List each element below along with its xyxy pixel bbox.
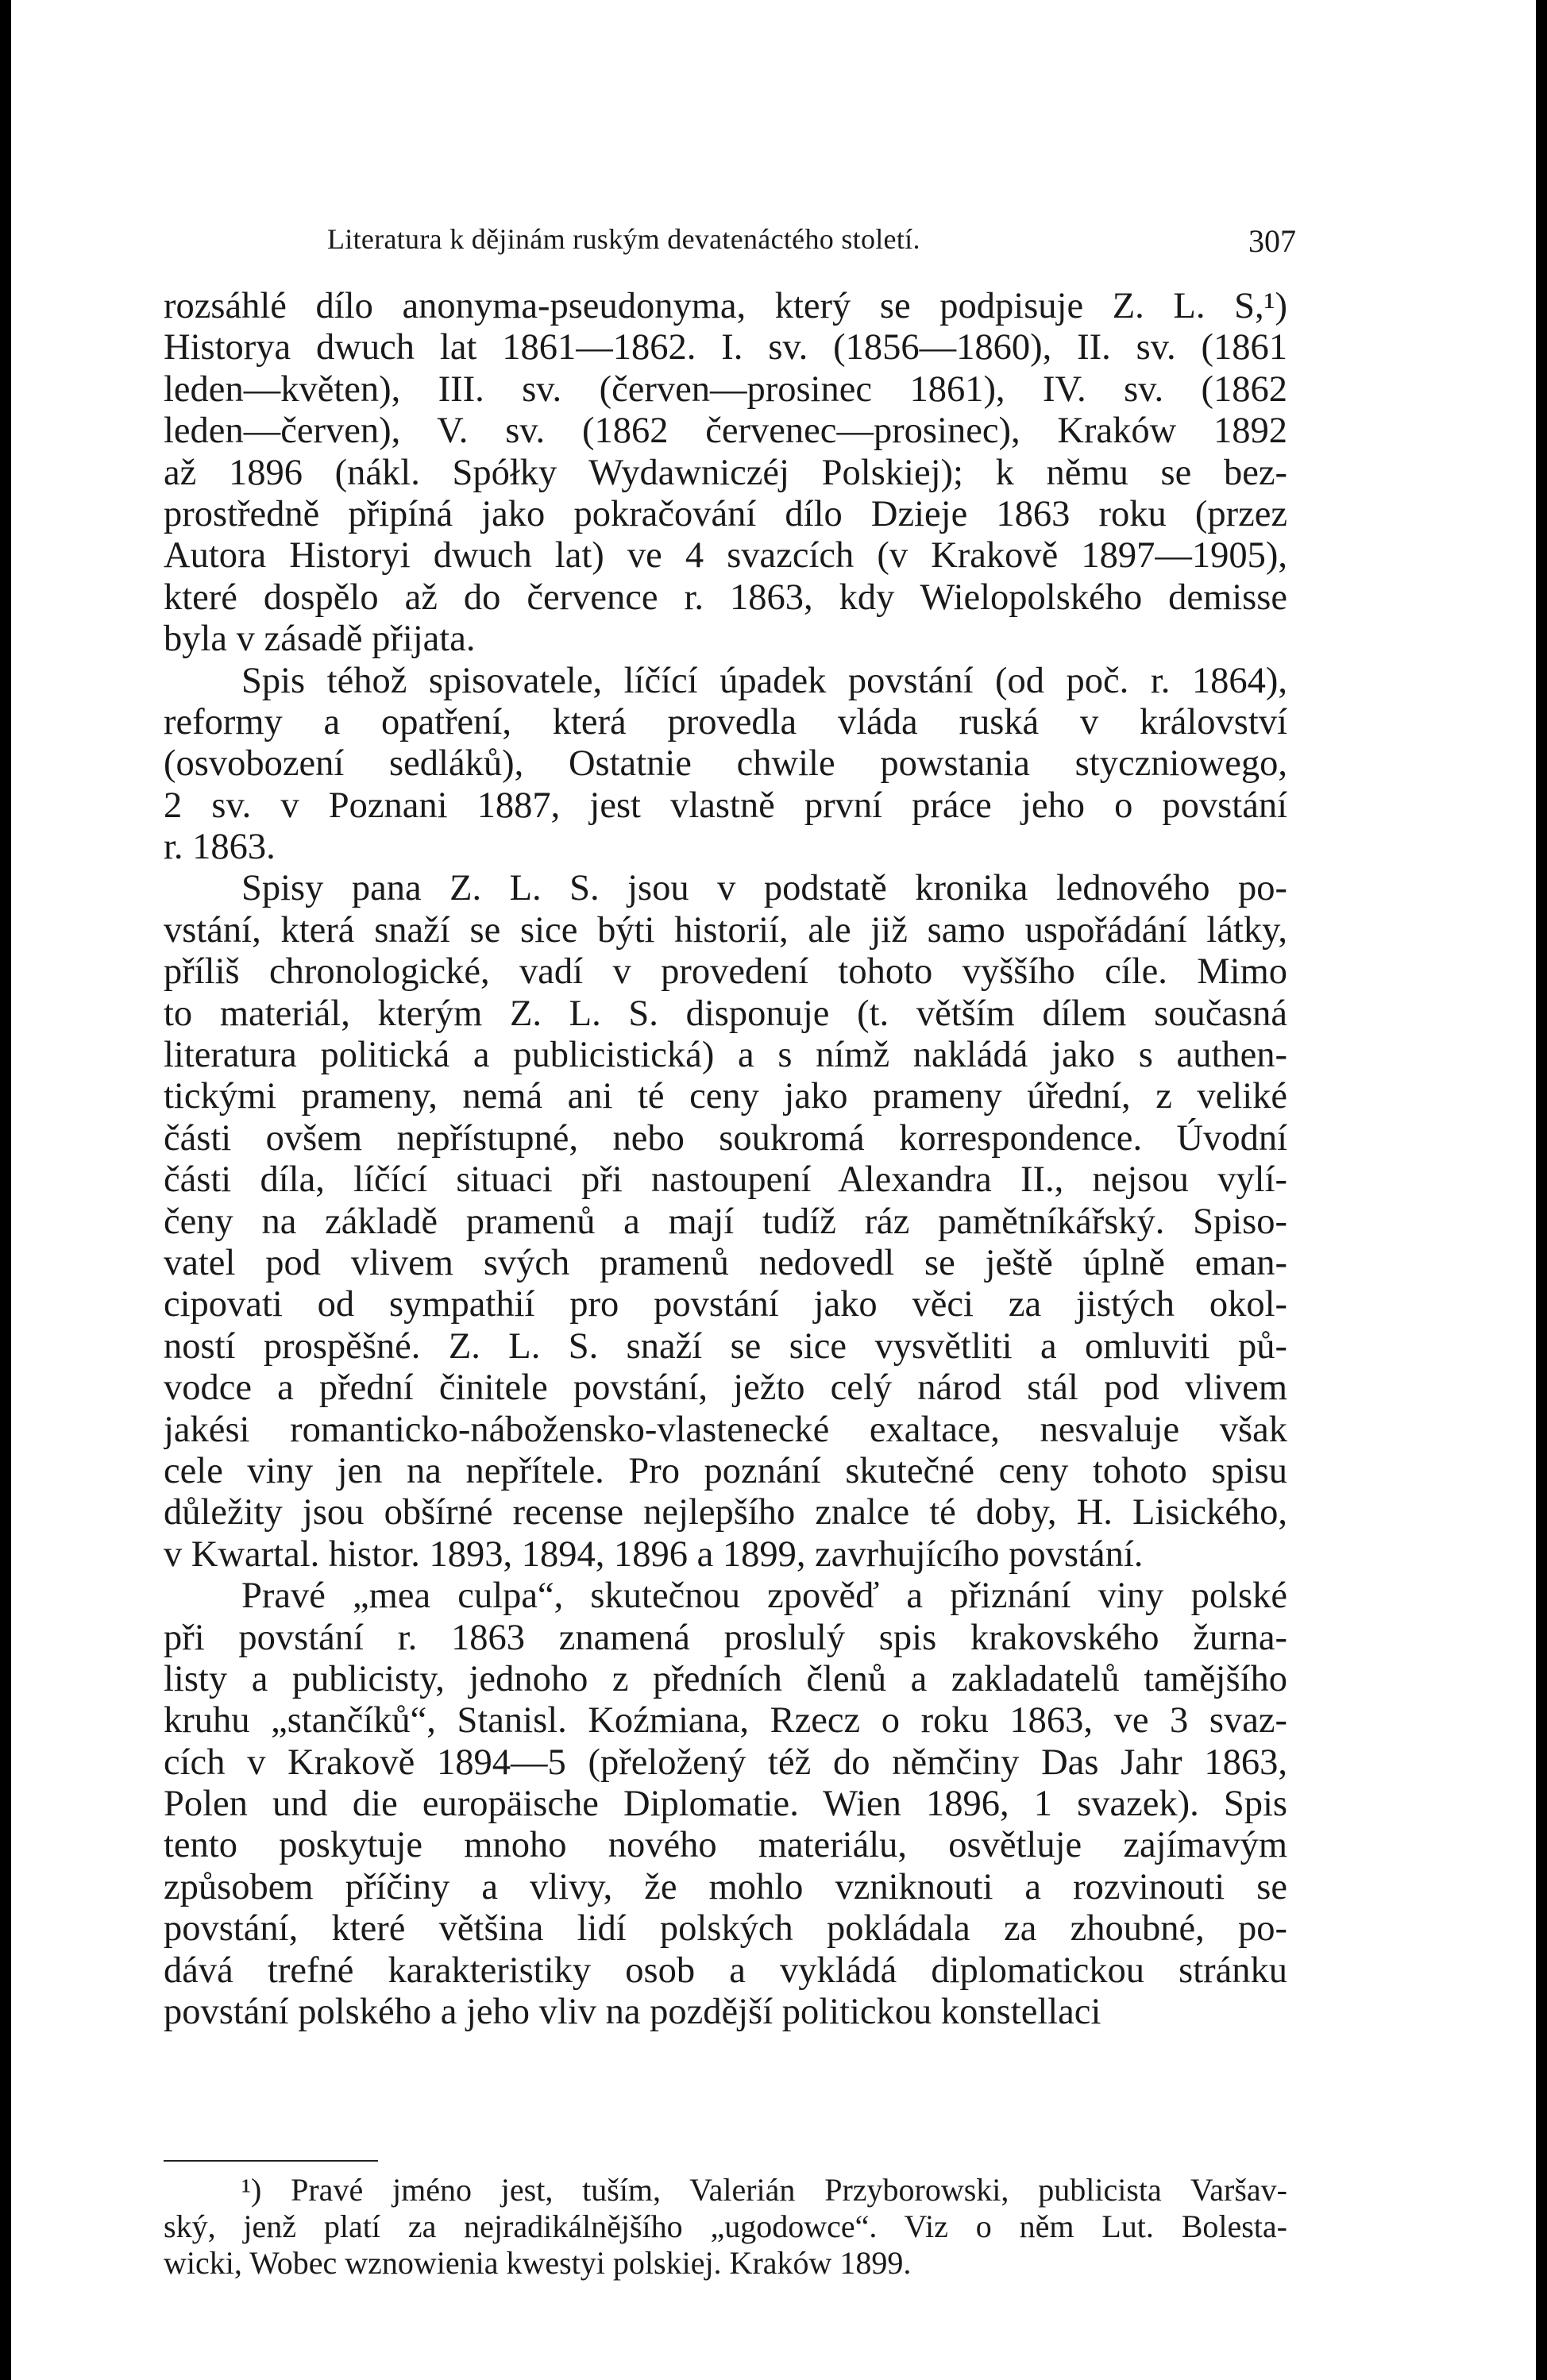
text-line: tento poskytuje mnoho nového materiálu, osvětluje zajímavým <box>164 1825 1287 1866</box>
text-line: příliš chronologické, vadí v provedení tohoto vyššího cíle. Mimo <box>164 951 1287 993</box>
text-line: prostředně připíná jako pokračování dílo Dzieje 1863 roku (przez <box>164 493 1287 534</box>
text-line: literatura politická a publicistická) a s nímž nakládá jako s authen- <box>164 1035 1287 1076</box>
text-line: byla v zásadě přijata. <box>164 619 476 660</box>
text-line: ností prospěšné. Z. L. S. snaží se sice vysvětliti a omluviti pů- <box>164 1325 1287 1367</box>
running-title: Literatura k dějinám ruským devatenáctého století. <box>327 223 920 255</box>
text-line: způsobem příčiny a vlivy, že mohlo vzniknouti a rozvinouti se <box>164 1866 1287 1907</box>
text-line: rozsáhlé dílo anonyma-pseudonyma, který se podpisuje Z. L. S,¹) <box>164 286 1287 326</box>
text-line: čeny na základě pramenů a mají tudíž ráz pamětníkářský. Spiso- <box>164 1201 1287 1242</box>
footnote-separator <box>164 2160 378 2162</box>
text-line: (osvobození sedláků), Ostatnie chwile powstania styczniowego, <box>164 743 1287 785</box>
text-line: Spis téhož spisovatele, líčící úpadek povstání (od poč. r. 1864), <box>241 660 1287 701</box>
footnote-line: ¹) Pravé jméno jest, tuším, Valerián Przyborowski, publicista Varšav- <box>241 2172 1287 2208</box>
text-line: v Kwartal. histor. 1893, 1894, 1896 a 1899, zavrhujícího povstání. <box>164 1533 1144 1575</box>
text-line: 2 sv. v Poznani 1887, jest vlastně první práce jeho o povstání <box>164 785 1287 826</box>
text-line: Polen und die europäische Diplomatie. Wien 1896, 1 svazek). Spis <box>164 1784 1287 1825</box>
body-text <box>164 286 1287 2033</box>
text-line: dává trefné karakteristiky osob a vykládá diplomatickou stránku <box>164 1950 1287 1991</box>
text-line: Historya dwuch lat 1861—1862. I. sv. (1856—1860), II. sv. (1861 <box>164 327 1287 368</box>
text-line: cipovati od sympathií pro povstání jako věci za jistých okol- <box>164 1284 1287 1325</box>
text-line: r. 1863. <box>164 827 276 868</box>
text-line: cele viny jen na nepřítele. Pro poznání skutečné ceny tohoto spisu <box>164 1450 1287 1491</box>
text-line: při povstání r. 1863 znamená proslulý spis krakovského žurna- <box>164 1617 1287 1658</box>
text-line: povstání polského a jeho vliv na pozdější politickou konstellaci <box>164 1992 1101 2033</box>
text-line: to materiál, kterým Z. L. S. disponuje (t. větším dílem současná <box>164 993 1287 1034</box>
footnote-line: wicki, Wobec wznowienia kwestyi polskiej. Kraków 1899. <box>164 2245 912 2281</box>
text-line: leden—květen), III. sv. (červen—prosinec 1861), IV. sv. (1862 <box>164 368 1287 410</box>
text-line: reformy a opatření, která provedla vláda ruská v království <box>164 701 1287 743</box>
text-line: jakési romanticko-nábožensko-vlastenecké exaltace, nesvaluje však <box>164 1409 1287 1450</box>
text-line: vodce a přední činitele povstání, ježto celý národ stál pod vlivem <box>164 1367 1287 1409</box>
text-line: Spisy pana Z. L. S. jsou v podstatě kronika lednového po- <box>241 868 1287 909</box>
text-line: kruhu „stančíků“, Stanisl. Koźmiana, Rzecz o roku 1863, ve 3 svaz- <box>164 1700 1287 1742</box>
text-line: Autora Historyi dwuch lat) ve 4 svazcích (v Krakově 1897—1905), <box>164 535 1287 577</box>
document-page <box>11 0 1536 2380</box>
text-line: které dospělo až do července r. 1863, kdy Wielopolského demisse <box>164 577 1287 618</box>
text-line: vatel pod vlivem svých pramenů nedovedl se ještě úplně eman- <box>164 1242 1287 1283</box>
text-line: listy a publicisty, jednoho z předních členů a zakladatelů tamějšího <box>164 1658 1287 1699</box>
text-line: povstání, které většina lidí polských pokládala za zhoubné, po- <box>164 1908 1287 1950</box>
text-line: vstání, která snaží se sice býti historií, ale již samo uspořádání látky, <box>164 909 1287 951</box>
text-line: leden—červen), V. sv. (1862 červenec—prosinec), Kraków 1892 <box>164 411 1287 452</box>
text-line: tickými prameny, nemá ani té ceny jako prameny úřední, z veliké <box>164 1076 1287 1117</box>
text-line: části díla, líčící situaci při nastoupení Alexandra II., nejsou vylí- <box>164 1159 1287 1201</box>
text-line: Pravé „mea culpa“, skutečnou zpověď a přiznání viny polské <box>241 1576 1287 1617</box>
footnote <box>164 2172 1287 2282</box>
text-line: části ovšem nepřístupné, nebo soukromá korrespondence. Úvodní <box>164 1117 1287 1159</box>
text-line: důležity jsou obšírné recense nejlepšího znalce té doby, H. Lisického, <box>164 1492 1287 1533</box>
page-header <box>327 222 1296 262</box>
text-line: až 1896 (nákl. Spółky Wydawniczéj Polskiej); k němu se bez- <box>164 452 1287 493</box>
page-number: 307 <box>1248 223 1296 259</box>
text-line: cích v Krakově 1894—5 (přeložený též do němčiny Das Jahr 1863, <box>164 1742 1287 1783</box>
footnote-line: ský, jenž platí za nejradikálnějšího „ugodowce“. Viz o něm Lut. Bolesta- <box>164 2208 1287 2244</box>
